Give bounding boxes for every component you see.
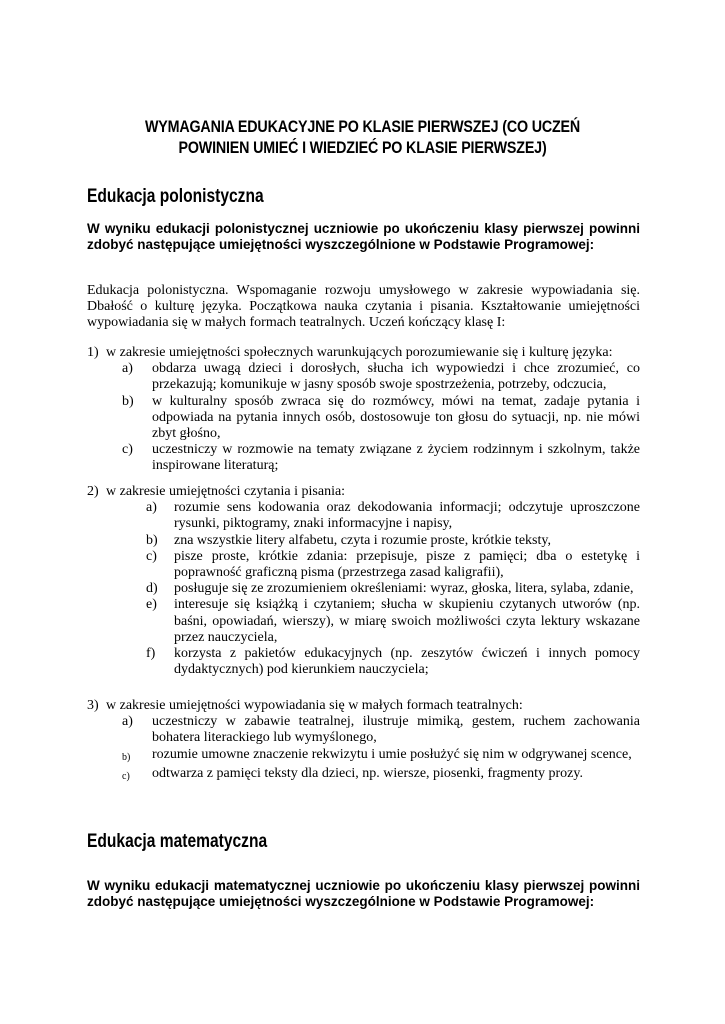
list-item xyxy=(146,500,640,532)
list-item xyxy=(122,394,640,443)
numbered-group-1 xyxy=(87,345,640,475)
polish-intro: W wyniku edukacji polonistycznej uczniowie po ukończeniu klasy pierwszej powinni zdobyć następujące umiejętności wyszczególnione w Podstawie Programowej: xyxy=(87,221,640,252)
group-number: 3) xyxy=(87,698,99,713)
item-letter: e) xyxy=(146,597,157,613)
group-number: 1) xyxy=(87,345,99,360)
item-letter: b) xyxy=(146,532,158,548)
list-item xyxy=(146,533,640,549)
list-item xyxy=(146,597,640,646)
list-item xyxy=(122,714,640,746)
item-letter: c) xyxy=(122,442,133,458)
document-title: WYMAGANIA EDUKACYJNE PO KLASIE PIERWSZEJ (CO UCZEŃ POWINIEN UMIEĆ I WIEDZIEĆ PO KLASIE PIERWSZEJ) xyxy=(144,117,581,157)
group-number: 2) xyxy=(87,484,99,499)
sub-list xyxy=(122,714,640,785)
group-text: w zakresie umiejętności społecznych warunkujących porozumiewanie się i kulturę języka: xyxy=(106,345,613,360)
item-text: uczestniczy w zabawie teatralnej, ilustruje mimiką, gestem, ruchem zachowania bohatera literackiego lub wymyślonego, xyxy=(152,714,640,746)
item-letter: a) xyxy=(122,714,133,730)
item-text: odtwarza z pamięci teksty dla dzieci, np. wiersze, piosenki, fragmenty prozy. xyxy=(152,765,583,781)
section-heading-polish: Edukacja polonistyczna xyxy=(87,186,264,207)
item-text: posługuje się ze zrozumieniem określeniami: wyraz, głoska, litera, sylaba, zdanie, xyxy=(174,581,634,597)
section-heading-math: Edukacja matematyczna xyxy=(87,831,268,852)
item-letter: c) xyxy=(122,770,130,782)
item-letter: b) xyxy=(122,751,131,763)
item-letter: a) xyxy=(146,500,157,516)
item-text: obdarza uwagą dzieci i dorosłych, słucha ich wypowiedzi i chce zrozumieć, co przekazują; komunikuje w jasny sposób swoje spostrzeżenia, potrzeby, odczucia, xyxy=(152,361,640,393)
sub-list xyxy=(122,361,640,474)
polish-paragraph: Edukacja polonistyczna. Wspomaganie rozwoju umysłowego w zakresie wypowiadania się. Dbałość o kulturę języka. Początkowa nauka czytania i pisania. Kształtowanie umiejętności wypowiadania się w małych formach teatralnych. Uczeń kończący klasę I: xyxy=(87,283,640,331)
item-text: w kulturalny sposób zwraca się do rozmówcy, mówi na temat, zadaje pytania i odpowiada na pytania innych osób, dostosowuje ton głosu do sytuacji, np. nie mówi zbyt głośno, xyxy=(152,393,640,442)
item-letter: a) xyxy=(122,361,133,377)
list-item xyxy=(146,646,640,678)
sub-list xyxy=(146,500,640,678)
item-letter: c) xyxy=(146,548,157,564)
list-item xyxy=(122,361,640,393)
item-text: pisze proste, krótkie zdania: przepisuje, pisze z pamięci; dba o estetykę i poprawność graficzną pisma (przestrzega zasad kaligrafii), xyxy=(174,548,640,581)
item-text: rozumie umowne znaczenie rekwizytu i umie posłużyć się nim w odgrywanej scence, xyxy=(152,746,632,762)
group-text: w zakresie umiejętności wypowiadania się w małych formach teatralnych: xyxy=(106,698,523,713)
item-text: zna wszystkie litery alfabetu, czyta i rozumie proste, krótkie teksty, xyxy=(174,532,551,548)
list-item xyxy=(146,549,640,581)
list-item xyxy=(122,442,640,474)
numbered-group-2 xyxy=(87,484,640,678)
list-item xyxy=(122,766,640,785)
math-intro: W wyniku edukacji matematycznej uczniowie po ukończeniu klasy pierwszej powinni zdobyć następujące umiejętności wyszczególnione w Podstawie Programowej: xyxy=(87,878,640,909)
item-text: rozumie sens kodowania oraz dekodowania informacji; odczytuje uproszczone rysunki, piktogramy, znaki informacyjne i napisy, xyxy=(174,500,640,532)
item-text: korzysta z pakietów edukacyjnych (np. zeszytów ćwiczeń i innych pomocy dydaktycznych) pod kierunkiem nauczyciela; xyxy=(174,646,640,678)
list-item xyxy=(146,581,640,597)
item-text: uczestniczy w rozmowie na tematy związane z życiem rodzinnym i szkolnym, także inspirowane literaturą; xyxy=(152,442,640,474)
numbered-group-3 xyxy=(87,698,640,785)
list-item xyxy=(122,747,640,766)
item-letter: f) xyxy=(146,646,156,662)
item-letter: d) xyxy=(146,581,158,597)
item-text: interesuje się książką i czytaniem; słucha w skupieniu czytanych utworów (np. baśni, opowiadań, wierszy), w miarę swoich możliwości czyta lektury wskazane przez nauczyciela, xyxy=(174,597,640,645)
item-letter: b) xyxy=(122,393,134,409)
group-text: w zakresie umiejętności czytania i pisania: xyxy=(106,484,346,499)
